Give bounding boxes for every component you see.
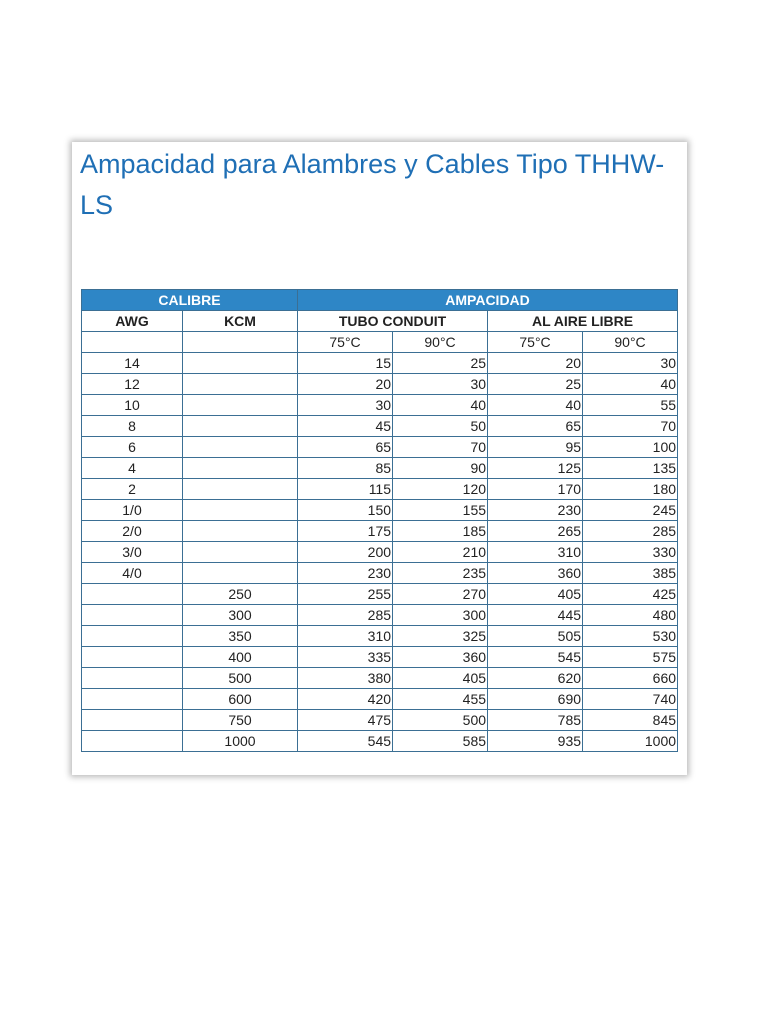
cell-aire-90: 575 bbox=[583, 647, 678, 668]
cell-awg: 3/0 bbox=[82, 542, 183, 563]
cell-tubo-90: 270 bbox=[393, 584, 488, 605]
cell-kcm bbox=[183, 521, 298, 542]
cell-tubo-90: 405 bbox=[393, 668, 488, 689]
cell-tubo-90: 210 bbox=[393, 542, 488, 563]
cell-kcm bbox=[183, 542, 298, 563]
table-row bbox=[82, 416, 678, 437]
table-row bbox=[82, 584, 678, 605]
cell-tubo-90: 70 bbox=[393, 437, 488, 458]
table-row bbox=[82, 689, 678, 710]
cell-kcm: 400 bbox=[183, 647, 298, 668]
cell-tubo-75: 20 bbox=[298, 374, 393, 395]
table-row bbox=[82, 374, 678, 395]
cell-kcm: 300 bbox=[183, 605, 298, 626]
header-blank-kcm bbox=[183, 332, 298, 353]
cell-awg bbox=[82, 668, 183, 689]
table-row bbox=[82, 563, 678, 584]
cell-aire-75: 690 bbox=[488, 689, 583, 710]
cell-tubo-75: 175 bbox=[298, 521, 393, 542]
cell-aire-75: 25 bbox=[488, 374, 583, 395]
table-row bbox=[82, 479, 678, 500]
cell-kcm: 1000 bbox=[183, 731, 298, 752]
cell-tubo-75: 230 bbox=[298, 563, 393, 584]
cell-aire-90: 660 bbox=[583, 668, 678, 689]
header-tubo-75: 75°C bbox=[298, 332, 393, 353]
table-row bbox=[82, 605, 678, 626]
cell-aire-90: 30 bbox=[583, 353, 678, 374]
cell-aire-75: 310 bbox=[488, 542, 583, 563]
page-title: Ampacidad para Alambres y Cables Tipo THHW-LS bbox=[80, 149, 665, 220]
header-awg: AWG bbox=[82, 311, 183, 332]
cell-tubo-75: 285 bbox=[298, 605, 393, 626]
cell-aire-90: 55 bbox=[583, 395, 678, 416]
cell-tubo-90: 120 bbox=[393, 479, 488, 500]
cell-awg bbox=[82, 647, 183, 668]
cell-kcm: 350 bbox=[183, 626, 298, 647]
cell-tubo-90: 300 bbox=[393, 605, 488, 626]
cell-aire-75: 20 bbox=[488, 353, 583, 374]
table-row bbox=[82, 500, 678, 521]
cell-tubo-90: 25 bbox=[393, 353, 488, 374]
cell-kcm: 500 bbox=[183, 668, 298, 689]
cell-aire-90: 40 bbox=[583, 374, 678, 395]
cell-tubo-90: 50 bbox=[393, 416, 488, 437]
table-row bbox=[82, 437, 678, 458]
cell-tubo-90: 360 bbox=[393, 647, 488, 668]
cell-aire-75: 785 bbox=[488, 710, 583, 731]
table-row bbox=[82, 668, 678, 689]
cell-aire-90: 425 bbox=[583, 584, 678, 605]
table-header-group-row bbox=[82, 290, 678, 311]
cell-aire-75: 545 bbox=[488, 647, 583, 668]
cell-kcm bbox=[183, 500, 298, 521]
cell-aire-75: 935 bbox=[488, 731, 583, 752]
cell-awg: 4/0 bbox=[82, 563, 183, 584]
cell-aire-90: 180 bbox=[583, 479, 678, 500]
cell-awg: 2/0 bbox=[82, 521, 183, 542]
header-ampacidad: AMPACIDAD bbox=[298, 290, 678, 311]
cell-aire-75: 170 bbox=[488, 479, 583, 500]
cell-tubo-75: 310 bbox=[298, 626, 393, 647]
cell-aire-90: 135 bbox=[583, 458, 678, 479]
cell-aire-90: 245 bbox=[583, 500, 678, 521]
cell-kcm bbox=[183, 563, 298, 584]
header-tubo-conduit: TUBO CONDUIT bbox=[298, 311, 488, 332]
cell-tubo-75: 200 bbox=[298, 542, 393, 563]
table-header-sub-row bbox=[82, 311, 678, 332]
cell-kcm bbox=[183, 458, 298, 479]
cell-tubo-75: 45 bbox=[298, 416, 393, 437]
cell-aire-90: 845 bbox=[583, 710, 678, 731]
cell-aire-75: 230 bbox=[488, 500, 583, 521]
header-blank-awg bbox=[82, 332, 183, 353]
cell-aire-75: 405 bbox=[488, 584, 583, 605]
cell-tubo-75: 30 bbox=[298, 395, 393, 416]
cell-awg: 12 bbox=[82, 374, 183, 395]
cell-tubo-90: 325 bbox=[393, 626, 488, 647]
header-kcm: KCM bbox=[183, 311, 298, 332]
cell-aire-90: 740 bbox=[583, 689, 678, 710]
cell-aire-90: 70 bbox=[583, 416, 678, 437]
ampacity-table bbox=[81, 289, 678, 752]
cell-aire-75: 265 bbox=[488, 521, 583, 542]
cell-aire-90: 330 bbox=[583, 542, 678, 563]
cell-tubo-90: 185 bbox=[393, 521, 488, 542]
cell-awg: 6 bbox=[82, 437, 183, 458]
cell-tubo-90: 455 bbox=[393, 689, 488, 710]
cell-tubo-90: 155 bbox=[393, 500, 488, 521]
cell-awg: 8 bbox=[82, 416, 183, 437]
cell-kcm bbox=[183, 374, 298, 395]
cell-tubo-75: 65 bbox=[298, 437, 393, 458]
cell-aire-75: 505 bbox=[488, 626, 583, 647]
table-row bbox=[82, 353, 678, 374]
cell-awg: 2 bbox=[82, 479, 183, 500]
cell-tubo-75: 380 bbox=[298, 668, 393, 689]
header-aire-75: 75°C bbox=[488, 332, 583, 353]
cell-aire-75: 360 bbox=[488, 563, 583, 584]
table-body bbox=[82, 353, 678, 752]
cell-tubo-90: 500 bbox=[393, 710, 488, 731]
cell-aire-90: 1000 bbox=[583, 731, 678, 752]
cell-kcm: 750 bbox=[183, 710, 298, 731]
cell-tubo-90: 235 bbox=[393, 563, 488, 584]
table-header-temp-row bbox=[82, 332, 678, 353]
cell-tubo-75: 420 bbox=[298, 689, 393, 710]
cell-kcm bbox=[183, 416, 298, 437]
header-aire-libre: AL AIRE LIBRE bbox=[488, 311, 678, 332]
cell-awg: 1/0 bbox=[82, 500, 183, 521]
cell-aire-90: 385 bbox=[583, 563, 678, 584]
table-row bbox=[82, 626, 678, 647]
cell-tubo-75: 150 bbox=[298, 500, 393, 521]
cell-aire-90: 285 bbox=[583, 521, 678, 542]
cell-tubo-90: 30 bbox=[393, 374, 488, 395]
cell-tubo-75: 545 bbox=[298, 731, 393, 752]
table-row bbox=[82, 521, 678, 542]
cell-aire-75: 445 bbox=[488, 605, 583, 626]
cell-tubo-75: 335 bbox=[298, 647, 393, 668]
cell-tubo-90: 90 bbox=[393, 458, 488, 479]
header-tubo-90: 90°C bbox=[393, 332, 488, 353]
table-row bbox=[82, 731, 678, 752]
cell-awg: 4 bbox=[82, 458, 183, 479]
cell-awg bbox=[82, 626, 183, 647]
cell-tubo-75: 85 bbox=[298, 458, 393, 479]
table-row bbox=[82, 647, 678, 668]
cell-kcm bbox=[183, 353, 298, 374]
cell-kcm: 600 bbox=[183, 689, 298, 710]
cell-awg bbox=[82, 731, 183, 752]
cell-awg bbox=[82, 605, 183, 626]
cell-aire-75: 125 bbox=[488, 458, 583, 479]
document-card bbox=[72, 142, 687, 775]
table-row bbox=[82, 395, 678, 416]
cell-tubo-75: 15 bbox=[298, 353, 393, 374]
cell-tubo-90: 40 bbox=[393, 395, 488, 416]
cell-awg bbox=[82, 689, 183, 710]
cell-kcm: 250 bbox=[183, 584, 298, 605]
cell-kcm bbox=[183, 437, 298, 458]
cell-aire-90: 100 bbox=[583, 437, 678, 458]
cell-aire-75: 95 bbox=[488, 437, 583, 458]
cell-tubo-75: 475 bbox=[298, 710, 393, 731]
cell-kcm bbox=[183, 479, 298, 500]
cell-kcm bbox=[183, 395, 298, 416]
cell-tubo-90: 585 bbox=[393, 731, 488, 752]
cell-aire-90: 530 bbox=[583, 626, 678, 647]
table-row bbox=[82, 710, 678, 731]
cell-aire-75: 65 bbox=[488, 416, 583, 437]
cell-tubo-75: 115 bbox=[298, 479, 393, 500]
header-aire-90: 90°C bbox=[583, 332, 678, 353]
cell-awg bbox=[82, 710, 183, 731]
table-row bbox=[82, 458, 678, 479]
cell-aire-75: 620 bbox=[488, 668, 583, 689]
header-calibre: CALIBRE bbox=[82, 290, 298, 311]
table-row bbox=[82, 542, 678, 563]
cell-awg: 10 bbox=[82, 395, 183, 416]
cell-aire-90: 480 bbox=[583, 605, 678, 626]
cell-awg: 14 bbox=[82, 353, 183, 374]
cell-aire-75: 40 bbox=[488, 395, 583, 416]
cell-tubo-75: 255 bbox=[298, 584, 393, 605]
cell-awg bbox=[82, 584, 183, 605]
